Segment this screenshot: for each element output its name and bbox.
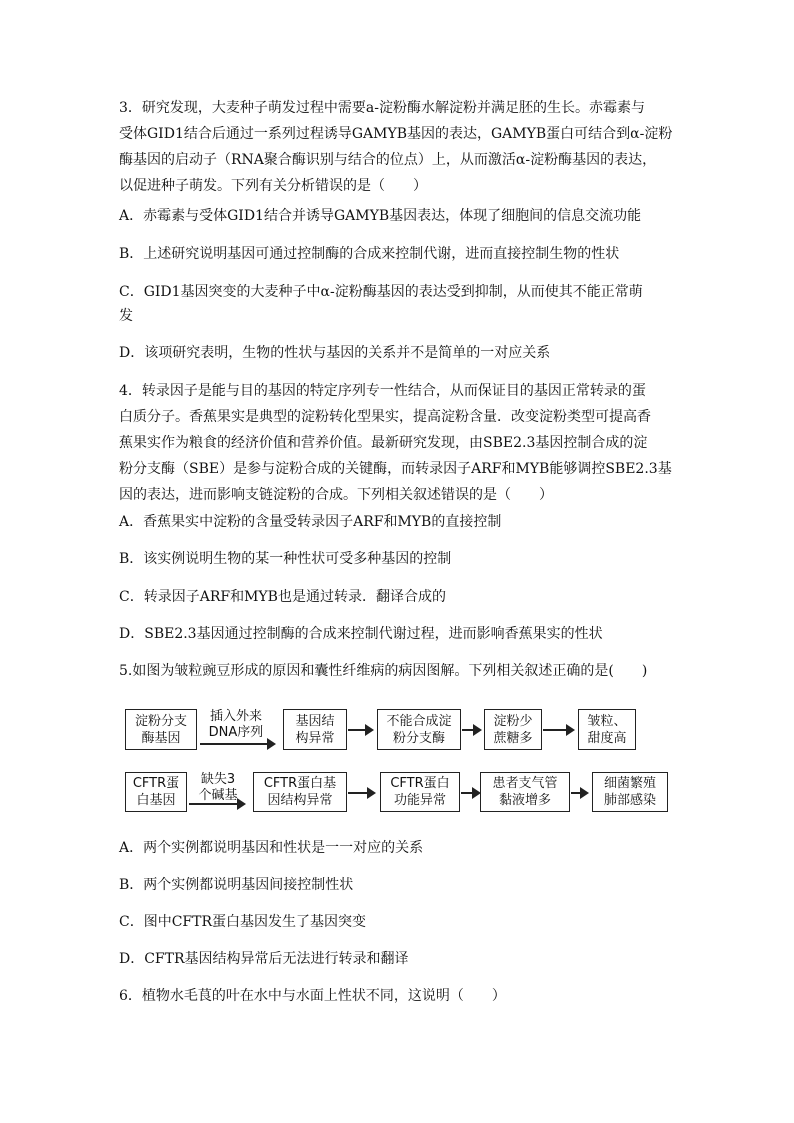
diagram-box-cftr-gene <box>125 772 187 812</box>
question-3-line: 以促进种子萌发。下列有关分析错误的是（ ） <box>119 178 427 194</box>
question-3-option-c: C．GID1基因突变的大麦种子中α-淀粉酶基因的表达受到抑制，从而使其不能正常萌 <box>119 284 643 300</box>
question-4-stem <box>119 378 689 508</box>
box-text: 肺部感染 <box>603 793 656 808</box>
question-3-line: 酶基因的启动子（RNA聚合酶识别与结合的位点）上，从而激活α-淀粉酶基因的表达， <box>119 152 657 168</box>
diagram-box-no-enzyme <box>377 709 461 750</box>
question-4-line: 蕉果实作为粮食的经济价值和营养价值。最新研究发现，由SBE2.3基因控制合成的淀 <box>119 435 648 451</box>
diagram-arrow <box>348 792 374 794</box>
diagram-box-gene-abnormal <box>283 709 347 750</box>
label-text: 插入外来 <box>209 709 262 724</box>
question-3-line: 受体GID1结合后通过一系列过程诱导GAMYB基因的表达，GAMYB蛋白可结合到α-淀粉 <box>119 126 673 142</box>
box-text: 蔗糖多 <box>493 730 533 746</box>
question-3-option-b: B．上述研究说明基因可通过控制酶的合成来控制代谢，进而直接控制生物的性状 <box>119 246 620 262</box>
box-text: 黏液增多 <box>498 793 551 808</box>
label-text: 个碱基 <box>198 788 238 803</box>
diagram-box-less-starch <box>484 709 542 750</box>
question-4-option-d: D．SBE2.3基因通过控制酶的合成来控制代谢过程，进而影响香蕉果实的性状 <box>119 626 603 642</box>
box-text: 淀粉少 <box>493 713 533 729</box>
diagram-box-cftr-structure <box>253 772 347 812</box>
box-text: 基因结 <box>295 713 335 729</box>
question-3-line: 3．研究发现，大麦种子萌发过程中需要a-淀粉酶水解淀粉并满足胚的生长。赤霉素与 <box>119 100 645 116</box>
box-text: CFTR蛋白基 <box>263 776 337 791</box>
diagram-arrow <box>461 792 479 794</box>
question-4-option-a: A．香蕉果实中淀粉的含量受转录因子ARF和MYB的直接控制 <box>119 514 502 530</box>
label-text: DNA序列 <box>208 725 264 740</box>
box-text: CFTR蛋白 <box>390 776 450 791</box>
diagram-box-infection <box>592 772 668 812</box>
question-4-line: 4．转录因子是能与目的基因的特定序列专一性结合，从而保证目的基因正常转录的蛋 <box>119 383 646 399</box>
box-text: 淀粉分支 <box>134 713 187 729</box>
question-5-option-c: C．图中CFTR蛋白基因发生了基因突变 <box>119 914 367 930</box>
question-4-option-b: B．该实例说明生物的某一种性状可受多种基因的控制 <box>119 551 452 567</box>
box-text: CFTR蛋 <box>132 776 180 791</box>
box-text: 患者支气管 <box>492 776 558 791</box>
diagram-box-mucus <box>480 772 570 812</box>
box-text: 白基因 <box>136 793 176 808</box>
box-text: 细菌繁殖 <box>603 776 656 791</box>
diagram-arrow <box>462 729 480 731</box>
diagram-arrow <box>348 729 372 731</box>
question-5-stem: 5.如图为皱粒豌豆形成的原因和囊性纤维病的病因图解。下列相关叙述正确的是( ) <box>119 663 648 679</box>
diagram-arrow-label <box>183 772 253 804</box>
question-4-option-c: C．转录因子ARF和MYB也是通过转录．翻译合成的 <box>119 589 446 605</box>
box-text: 粉分支酶 <box>392 730 445 746</box>
question-5-option-b: B．两个实例都说明基因间接控制性状 <box>119 877 354 893</box>
label-text: 缺失3 <box>200 772 236 787</box>
question-3-stem <box>119 95 689 199</box>
question-4-line: 粉分支酶（SBE）是参与淀粉合成的关键酶，而转录因子ARF和MYB能够调控SBE2.3基 <box>119 461 672 477</box>
diagram-box-cftr-function <box>380 772 460 812</box>
question-3-option-c-cont: 发 <box>119 308 133 324</box>
question-4-line: 白质分子。香蕉果实是典型的淀粉转化型果实，提高淀粉含量．改变淀粉类型可提高香 <box>119 409 651 425</box>
diagram-arrow <box>200 743 274 745</box>
box-text: 皱粒、 <box>587 713 627 729</box>
question-3-option-a: A．赤霉素与受体GID1结合并诱导GAMYB基因表达，体现了细胞间的信息交流功能 <box>119 208 642 224</box>
diagram-arrow <box>543 729 573 731</box>
question-6-stem: 6．植物水毛茛的叶在水中与水面上性状不同，这说明（ ） <box>119 988 506 1004</box>
diagram-arrow <box>571 792 587 794</box>
box-text: 功能异常 <box>393 793 446 808</box>
diagram-box-wrinkled <box>578 709 636 750</box>
question-4-line: 因的表达，进而影响支链淀粉的合成。下列相关叙述错误的是（ ） <box>119 487 553 503</box>
diagram-arrow-label <box>201 709 271 741</box>
diagram-box-starch-branch-gene <box>125 709 197 750</box>
question-5-option-a: A．两个实例都说明基因和性状是一一对应的关系 <box>119 840 424 856</box>
box-text: 酶基因 <box>141 730 181 746</box>
box-text: 甜度高 <box>587 730 627 746</box>
box-text: 不能合成淀 <box>386 713 452 729</box>
box-text: 构异常 <box>295 730 335 746</box>
question-5-option-d: D．CFTR基因结构异常后无法进行转录和翻译 <box>119 951 409 967</box>
question-3-option-d: D．该项研究表明，生物的性状与基因的关系并不是简单的一对应关系 <box>119 345 551 361</box>
box-text: 因结构异常 <box>267 793 333 808</box>
